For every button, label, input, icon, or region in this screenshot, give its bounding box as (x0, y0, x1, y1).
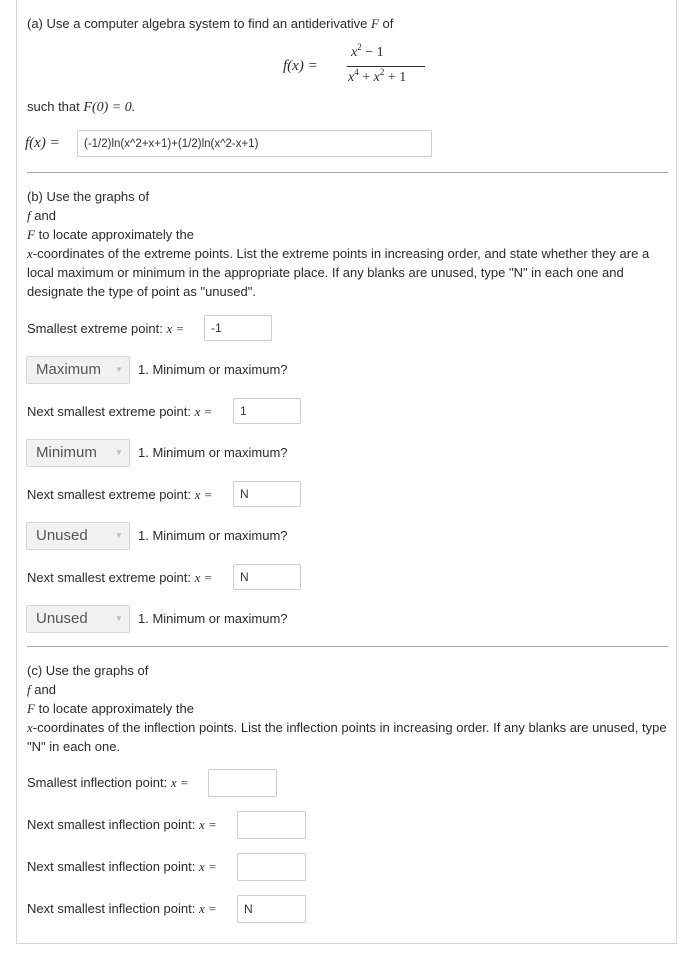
extreme-type-1-select[interactable]: Maximum ▼ (26, 356, 130, 384)
answer-label: f(x) = (25, 135, 60, 151)
extreme-type-4-question: 1. Minimum or maximum? (138, 611, 288, 626)
part-b-f-line: f and (27, 208, 56, 223)
dropdown-arrow-icon: ▼ (115, 365, 123, 374)
inflection-point-4-label: Next smallest inflection point: x = (27, 901, 217, 916)
extreme-type-2-question: 1. Minimum or maximum? (138, 445, 288, 460)
inflection-point-2-label: Next smallest inflection point: x = (27, 817, 217, 832)
part-b-intro: (b) Use the graphs of (27, 189, 150, 204)
inflection-point-3-input[interactable] (237, 853, 306, 881)
inflection-point-1-input[interactable] (208, 769, 277, 797)
part-c-instructions: x-coordinates of the inflection points. List the inflection points in increasing order. If any blanks are unused, type "N" in each one. (27, 720, 667, 754)
extreme-point-2-label: Next smallest extreme point: x = (27, 404, 213, 419)
extreme-point-3-label: Next smallest extreme point: x = (27, 487, 213, 502)
antiderivative-input[interactable] (77, 130, 432, 157)
dropdown-arrow-icon: ▼ (115, 614, 123, 623)
part-b-instructions: x-coordinates of the extreme points. List the extreme points in increasing order, and state whether they are a local maximum or minimum in the appropriate place. If any blanks are unused, type "N" in each one and designate the type of point as "unused". (27, 246, 650, 299)
divider-b (27, 646, 668, 647)
extreme-point-2-input[interactable] (233, 398, 301, 424)
extreme-type-3-select[interactable]: Unused ▼ (26, 522, 130, 550)
inflection-point-1-label: Smallest inflection point: x = (27, 775, 189, 790)
fraction-denominator: $x^4 + x^2 + 1$ (348, 67, 407, 85)
extreme-type-4-select[interactable]: Unused ▼ (26, 605, 130, 633)
part-c-intro: (c) Use the graphs of (27, 663, 149, 678)
extreme-type-1-question: 1. Minimum or maximum? (138, 362, 288, 377)
extreme-point-3-input[interactable] (233, 481, 301, 507)
extreme-point-4-input[interactable] (233, 564, 301, 590)
extreme-point-1-label: Smallest extreme point: x = (27, 321, 185, 336)
part-c-F-line: F to locate approximately the (27, 701, 194, 716)
divider-a (27, 172, 668, 173)
dropdown-arrow-icon: ▼ (115, 531, 123, 540)
part-b-F-line: F to locate approximately the (27, 227, 194, 242)
dropdown-arrow-icon: ▼ (115, 448, 123, 457)
F-symbol: F (370, 16, 379, 31)
question-card (16, 0, 677, 944)
part-c-f-line: f and (27, 682, 56, 697)
inflection-point-2-input[interactable] (237, 811, 306, 839)
part-a-intro: (a) Use a computer algebra system to find an antiderivative F of (27, 16, 394, 31)
fraction-numerator: $x^2 - 1$ (351, 42, 384, 60)
such-that-line: such that F(0) = 0. (27, 99, 136, 115)
extreme-point-1-input[interactable] (204, 315, 272, 341)
extreme-type-2-select[interactable]: Minimum ▼ (26, 439, 130, 467)
extreme-point-4-label: Next smallest extreme point: x = (27, 570, 213, 585)
inflection-point-4-input[interactable] (237, 895, 306, 923)
extreme-type-3-question: 1. Minimum or maximum? (138, 528, 288, 543)
inflection-point-3-label: Next smallest inflection point: x = (27, 859, 217, 874)
f-lhs: f(x) = (283, 58, 318, 74)
